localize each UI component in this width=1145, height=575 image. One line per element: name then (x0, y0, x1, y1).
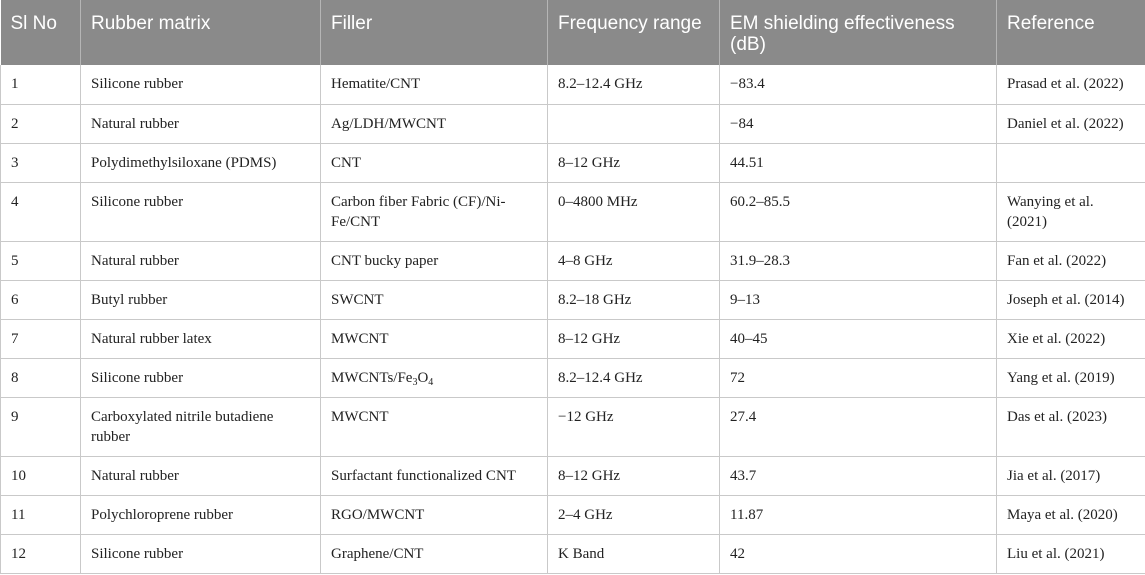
cell-reference: Yang et al. (2019) (997, 358, 1145, 397)
cell-rubber-matrix: Butyl rubber (81, 280, 321, 319)
cell-filler (321, 358, 548, 397)
cell-filler: Graphene/CNT (321, 534, 548, 573)
cell-em-shielding: 27.4 (720, 397, 997, 456)
cell-frequency-range (548, 104, 720, 143)
header-reference: Reference (997, 0, 1145, 65)
cell-filler: CNT bucky paper (321, 241, 548, 280)
cell-reference: Das et al. (2023) (997, 397, 1145, 456)
cell-reference: Prasad et al. (2022) (997, 65, 1145, 104)
cell-reference: Joseph et al. (2014) (997, 280, 1145, 319)
cell-filler: CNT (321, 143, 548, 182)
cell-em-shielding: 44.51 (720, 143, 997, 182)
cell-rubber-matrix: Natural rubber (81, 104, 321, 143)
cell-sl-no: 2 (1, 104, 81, 143)
cell-frequency-range: 8–12 GHz (548, 456, 720, 495)
cell-frequency-range: 8–12 GHz (548, 143, 720, 182)
cell-sl-no: 8 (1, 358, 81, 397)
table-row (1, 65, 1145, 104)
table-body (1, 65, 1145, 573)
cell-em-shielding: 42 (720, 534, 997, 573)
cell-sl-no: 1 (1, 65, 81, 104)
cell-rubber-matrix: Silicone rubber (81, 358, 321, 397)
header-row (1, 0, 1145, 65)
cell-em-shielding: 72 (720, 358, 997, 397)
cell-filler: Ag/LDH/MWCNT (321, 104, 548, 143)
cell-frequency-range: 8–12 GHz (548, 319, 720, 358)
cell-filler: SWCNT (321, 280, 548, 319)
cell-rubber-matrix: Natural rubber (81, 241, 321, 280)
table-row (1, 358, 1145, 397)
cell-reference: Daniel et al. (2022) (997, 104, 1145, 143)
cell-em-shielding: 40–45 (720, 319, 997, 358)
filler-formula-part: MWCNTs/Fe (331, 369, 413, 386)
cell-rubber-matrix: Natural rubber latex (81, 319, 321, 358)
cell-filler: Hematite/CNT (321, 65, 548, 104)
table-row (1, 143, 1145, 182)
table-row (1, 280, 1145, 319)
cell-em-shielding: 43.7 (720, 456, 997, 495)
cell-filler: RGO/MWCNT (321, 495, 548, 534)
cell-sl-no: 5 (1, 241, 81, 280)
table-row (1, 495, 1145, 534)
cell-rubber-matrix: Silicone rubber (81, 182, 321, 241)
table-row (1, 104, 1145, 143)
cell-frequency-range: 8.2–12.4 GHz (548, 358, 720, 397)
cell-reference (997, 143, 1145, 182)
cell-sl-no: 7 (1, 319, 81, 358)
cell-em-shielding: −84 (720, 104, 997, 143)
cell-em-shielding: −83.4 (720, 65, 997, 104)
filler-formula-part: O (417, 369, 429, 386)
table-row (1, 319, 1145, 358)
table-row (1, 456, 1145, 495)
table-row (1, 534, 1145, 573)
cell-rubber-matrix: Silicone rubber (81, 65, 321, 104)
cell-sl-no: 11 (1, 495, 81, 534)
cell-frequency-range: −12 GHz (548, 397, 720, 456)
cell-reference: Liu et al. (2021) (997, 534, 1145, 573)
table-row (1, 182, 1145, 241)
cell-rubber-matrix: Natural rubber (81, 456, 321, 495)
cell-sl-no: 9 (1, 397, 81, 456)
cell-filler: Carbon fiber Fabric (CF)/Ni-Fe/CNT (321, 182, 548, 241)
cell-rubber-matrix: Polychloroprene rubber (81, 495, 321, 534)
header-sl-no: Sl No (1, 0, 81, 65)
cell-em-shielding: 60.2–85.5 (720, 182, 997, 241)
cell-reference: Fan et al. (2022) (997, 241, 1145, 280)
header-em-shielding-effectiveness: EM shielding effectiveness (dB) (720, 0, 997, 65)
cell-reference: Jia et al. (2017) (997, 456, 1145, 495)
cell-rubber-matrix: Carboxylated nitrile butadiene rubber (81, 397, 321, 456)
cell-sl-no: 4 (1, 182, 81, 241)
cell-sl-no: 10 (1, 456, 81, 495)
cell-em-shielding: 9–13 (720, 280, 997, 319)
filler-formula-subscript: 4 (428, 376, 434, 388)
cell-filler: MWCNT (321, 319, 548, 358)
header-rubber-matrix: Rubber matrix (81, 0, 321, 65)
cell-frequency-range: 8.2–12.4 GHz (548, 65, 720, 104)
table-row (1, 397, 1145, 456)
table-row (1, 241, 1145, 280)
cell-frequency-range: 2–4 GHz (548, 495, 720, 534)
cell-rubber-matrix: Silicone rubber (81, 534, 321, 573)
filler-formula-subscript: 3 (412, 376, 418, 388)
cell-frequency-range: 0–4800 MHz (548, 182, 720, 241)
table-header (1, 0, 1145, 65)
cell-reference: Xie et al. (2022) (997, 319, 1145, 358)
cell-rubber-matrix: Polydimethylsiloxane (PDMS) (81, 143, 321, 182)
header-frequency-range: Frequency range (548, 0, 720, 65)
cell-reference: Wanying et al. (2021) (997, 182, 1145, 241)
cell-em-shielding: 11.87 (720, 495, 997, 534)
cell-frequency-range: 4–8 GHz (548, 241, 720, 280)
cell-frequency-range: 8.2–18 GHz (548, 280, 720, 319)
header-filler: Filler (321, 0, 548, 65)
cell-filler: Surfactant functionalized CNT (321, 456, 548, 495)
cell-filler: MWCNT (321, 397, 548, 456)
cell-sl-no: 3 (1, 143, 81, 182)
cell-frequency-range: K Band (548, 534, 720, 573)
cell-em-shielding: 31.9–28.3 (720, 241, 997, 280)
cell-sl-no: 12 (1, 534, 81, 573)
cell-sl-no: 6 (1, 280, 81, 319)
cell-reference: Maya et al. (2020) (997, 495, 1145, 534)
